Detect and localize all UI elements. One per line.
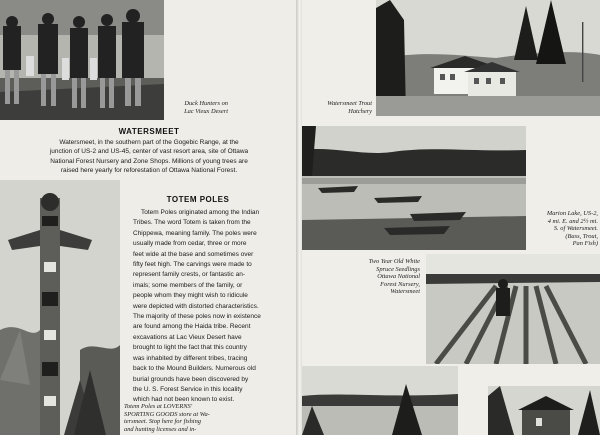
totem-poles-paragraph: Totem Poles originated among the Indian Tribes. The word Totem is taken from the Chippewa, meaning family. The poles were usually made from cedar, three or more feet wide at the base and sometimes over fifty feet high. The carvings were made to represent family crests, or fantastic an- imals; some members of the family, or people whom they might wish to ridicule were depicted with distorted characteristics. The majority of these poles now in existence are found among the Haida tribe. Recent excavations at Lac Vieux Desert have brought to light the fact that this country was inhabited by different tribes, tracing back to the Mound Builders. Numerous old burial grounds have been discovered by the U. S. Forest Service in this locality which had not been known to exist.	[133, 209, 261, 404]
totem-pole-caption: Totem Poles at LOVERNS' SPORTING GOODS store at Wa- tersmeet. Stop here for fishing and hunting licenses and in-	[124, 403, 210, 433]
right-page	[302, 0, 600, 435]
watersmeet-paragraph: Watersmeet, in the southern part of the Gogebic Range, at the junction of US-2 and US-45, center of vast resort area, site of Ottawa National Forest Nursery and Zone Shops. Millions of young trees are raised here yearly for reforestation of Ottawa National Forest.	[49, 139, 249, 175]
watersmeet-heading: WATERSMEET	[118, 127, 180, 136]
duck-hunters-caption: Duck Hunters on Lac Vieux Desert	[184, 100, 228, 115]
totem-poles-heading: TOTEM POLES	[166, 195, 230, 204]
lake-forest-photo	[302, 366, 458, 435]
marion-lake-photo	[302, 126, 526, 250]
marion-lake-caption: Marion Lake, US-2, 4 mi. E. and 2½ mi. S. of Watersmeet. (Bass, Trout, Pan Fish)	[546, 210, 598, 248]
totem-pole-photo	[0, 180, 120, 435]
nursery-caption: Two Year Old White Spruce Seedlings Ottawa National Forest Nursery, Watersmeet	[368, 258, 420, 296]
duck-hunters-photo	[0, 0, 164, 120]
cabin-photo	[488, 386, 600, 435]
spruce-seedlings-photo	[426, 254, 600, 364]
trout-hatchery-caption: Watersmeet Trout Hatchery	[327, 100, 372, 115]
left-page	[0, 0, 298, 435]
trout-hatchery-photo	[376, 0, 600, 116]
